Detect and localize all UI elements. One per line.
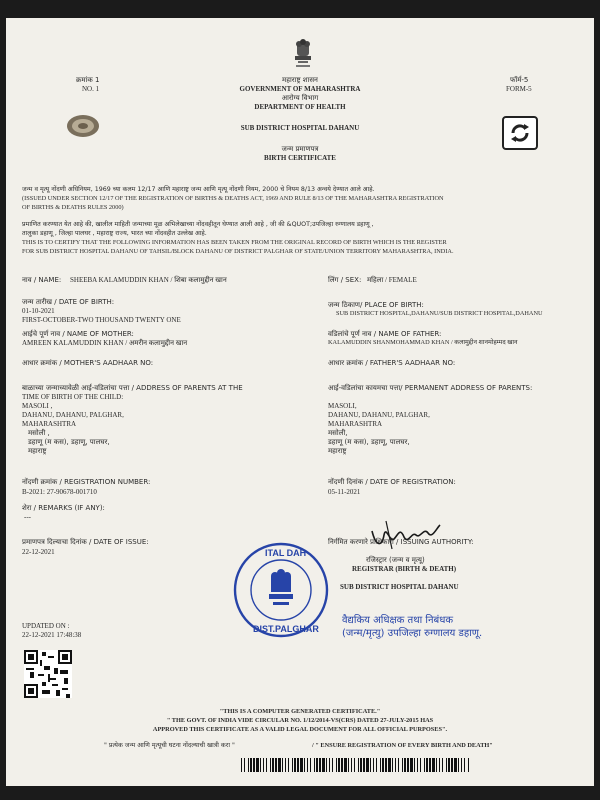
registration-number-value: B-2021: 27-90678-001710 — [22, 488, 97, 496]
permanent-address-line: MASOLI, — [328, 402, 357, 410]
certificate-title-hi: जन्म प्रमाणपत्र — [281, 145, 319, 153]
stamp-ring-bottom-text: DIST.PALGHAR — [253, 624, 319, 634]
name-label: नाव / NAME: — [22, 276, 62, 284]
permanent-address-label: आई-वडिलांचा कायमचा पत्ता/ PERMANENT ADDRESS OF PARENTS: — [328, 384, 533, 392]
name-value: SHEEBA KALAMUDDIN KHAN / शिबा कलामुद्दीन खान — [70, 276, 227, 284]
national-emblem-icon — [289, 38, 317, 72]
father-name-label: वडिलांचे पूर्ण नाव / NAME OF FATHER: — [328, 330, 442, 338]
number-label-en: NO. 1 — [82, 85, 100, 93]
government-title-hi: महाराष्ट्र शासन — [282, 76, 318, 84]
updated-on-label: UPDATED ON : — [22, 622, 70, 630]
address-at-birth-line: डहाणू (म कस), डहाणू, पालघर, — [28, 438, 110, 446]
government-title: GOVERNMENT OF MAHARASHTRA — [239, 85, 361, 93]
father-name-value: KALAMUDDIN SHANMOHAMMAD KHAN / कलामुद्दीन शानमोहम्मद खान — [328, 339, 518, 346]
registrar-title: REGISTRAR (BIRTH & DEATH) — [352, 565, 457, 573]
medical-superintendent-stamp — [342, 614, 482, 640]
remarks-value: --- — [24, 513, 31, 521]
stamp-ring-top-text: ITAL DAH — [265, 548, 307, 558]
intro-line-6: THIS IS TO CERTIFY THAT THE FOLLOWING INFORMATION HAS BEEN TAKEN FROM THE ORIGINAL RECORD OF BIRTH WHICH IS THE REGISTER — [22, 239, 447, 246]
date-of-issue-value: 22-12-2021 — [22, 548, 55, 556]
permanent-address-line: DAHANU, DAHANU, PALGHAR, — [328, 411, 430, 419]
birth-certificate-page — [6, 18, 594, 786]
mother-name-value: AMREEN KALAMUDDIN KHAN / अमरीन कलामुद्दीन खान — [22, 339, 188, 347]
permanent-address-line: MAHARASHTRA — [328, 420, 383, 428]
updated-on-value: 22-12-2021 17:48:38 — [22, 631, 82, 639]
intro-line-2: (ISSUED UNDER SECTION 12/17 OF THE REGISTRATION OF BIRTHS & DEATHS ACT, 1969 AND RULE 8/13 OF THE MAHARASHTRA REGISTRATION — [22, 195, 444, 202]
intro-line-7: FOR SUB DISTRICT HOSPITAL DAHANU OF TAHSIL/BLOCK DAHANU OF DISTRICT PALGHAR OF STATE/UNION TERRITORY MAHARASHTRA, INDIA. — [22, 248, 454, 255]
qr-code-icon — [24, 650, 72, 698]
health-department-seal-icon — [66, 114, 100, 138]
address-at-birth-line: महाराष्ट्र — [28, 447, 47, 455]
address-at-birth-label: बाळाच्या जन्माच्यावेळी आई-वडिलांचा पत्ता / ADDRESS OF PARENTS AT THE — [22, 384, 243, 392]
date-of-issue-label: प्रमाणपत्र दिल्याचा दिनांक / DATE OF ISSUE: — [22, 538, 149, 546]
sex-value: महिला / FEMALE — [367, 276, 417, 284]
dob-label: जन्म तारीख / DATE OF BIRTH: — [22, 298, 115, 306]
mother-aadhaar-label: आधार क्रमांक / MOTHER'S AADHAAR NO: — [22, 359, 154, 367]
hospital-title: SUB DISTRICT HOSPITAL DAHANU — [240, 124, 360, 132]
address-at-birth-line: मसोली , — [28, 429, 50, 437]
blue-stamp-line-2: (जन्म/मृत्यु) उपजिल्हा रुग्णालय डहाणू. — [342, 628, 483, 639]
barcode-icon — [241, 758, 471, 772]
pob-value: SUB DISTRICT HOSPITAL,DAHANU/SUB DISTRICT HOSPITAL,DAHANU — [336, 310, 543, 317]
registrar-title-hi: रजिस्ट्रार (जन्म व मृत्यू) — [366, 556, 425, 564]
pob-label: जन्म ठिकाण/ PLACE OF BIRTH: — [328, 301, 424, 309]
intro-line-5-hi: तालुका डहाणू , जिल्हा पालघर , महाराष्ट्र राज्य, भारत च्या नोंदवहीत उल्लेख आहे. — [22, 230, 207, 237]
issuing-authority-label: निर्गमित करणारे प्राधिकारी / ISSUING AUTHORITY: — [328, 538, 474, 546]
permanent-address-line: महाराष्ट्र — [328, 447, 347, 455]
intro-line-1-hi: जन्म व मृत्यू नोंदणी अधिनियम, 1969 च्या कलम 12/17 आणि महाराष्ट्र जन्म आणि मृत्यू नोंदणी नियम, 2000 चे नियम 8/13 अन्वये देण्यात आले आहे. — [22, 186, 375, 193]
authority-hospital: SUB DISTRICT HOSPITAL DAHANU — [340, 583, 459, 591]
permanent-address-line: मसोली, — [328, 429, 348, 437]
number-label-hi: क्रमांक 1 — [76, 76, 100, 84]
father-aadhaar-label: आधार क्रमांक / FATHER'S AADHAAR NO: — [328, 359, 456, 367]
registrar-signature-icon — [366, 513, 444, 553]
footer-line-1: "THIS IS A COMPUTER GENERATED CERTIFICATE." — [219, 708, 381, 715]
department-title: DEPARTMENT OF HEALTH — [254, 103, 346, 111]
registration-date-label: नोंदणी दिनांक / DATE OF REGISTRATION: — [328, 478, 456, 486]
blue-stamp-line-1: वैद्यकिय अधिक्षक तथा निबंधक — [342, 615, 454, 626]
mother-name-label: आईचे पूर्ण नाव / NAME OF MOTHER: — [22, 330, 134, 338]
registration-date-value: 05-11-2021 — [328, 488, 361, 496]
footer-line-3: APPROVED THIS CERTIFICATE AS A VALID LEGAL DOCUMENT FOR ALL OFFICIAL PURPOSES". — [152, 726, 448, 733]
dob-value: 01-10-2021 — [22, 307, 55, 315]
footer-line-4: / " ENSURE REGISTRATION OF EVERY BIRTH AND DEATH" — [312, 742, 493, 749]
footer-line-2: " THE GOVT. OF INDIA VIDE CIRCULAR NO. 1/12/2014-VS(CRS) DATED 27-JULY-2015 HAS — [166, 717, 434, 724]
form-label-en: FORM-5 — [506, 85, 532, 93]
footer-line-4-hi: " प्रत्येक जन्म आणि मृत्यूची घटना नोंदल्याची खात्री करा " — [104, 742, 235, 749]
address-at-birth-line: MASOLI , — [22, 402, 53, 410]
form-logo-icon — [502, 116, 538, 150]
registration-number-label: नोंदणी क्रमांक / REGISTRATION NUMBER: — [22, 478, 151, 486]
permanent-address-line: डहाणू (म कस), डहाणू, पालघर, — [328, 438, 410, 446]
dob-words: FIRST-OCTOBER-TWO THOUSAND TWENTY ONE — [22, 316, 181, 324]
form-label-hi: फॉर्म-5 — [510, 76, 529, 84]
address-at-birth-line: DAHANU, DAHANU, PALGHAR, — [22, 411, 124, 419]
address-at-birth-label-2: TIME OF BIRTH OF THE CHILD: — [22, 393, 124, 401]
intro-line-3: OF BIRTHS & DEATHS RULES 2000) — [22, 204, 124, 211]
remarks-label: शेरा / REMARKS (IF ANY): — [22, 504, 105, 512]
address-at-birth-line: MAHARASHTRA — [22, 420, 77, 428]
intro-line-4-hi: प्रमाणित करण्यात येत आहे की, खालील माहिती जन्माच्या मूळ अभिलेखाच्या नोंदवहीतून घेण्यात आली आहे , जी की &QUOT;उपजिल्हा रुग्णालय डहाणू , — [22, 221, 374, 228]
sex-label: लिंग / SEX: — [328, 276, 362, 284]
certificate-title: BIRTH CERTIFICATE — [264, 154, 336, 162]
department-title-hi: आरोग्य विभाग — [281, 94, 319, 102]
official-round-stamp-icon — [231, 540, 331, 640]
